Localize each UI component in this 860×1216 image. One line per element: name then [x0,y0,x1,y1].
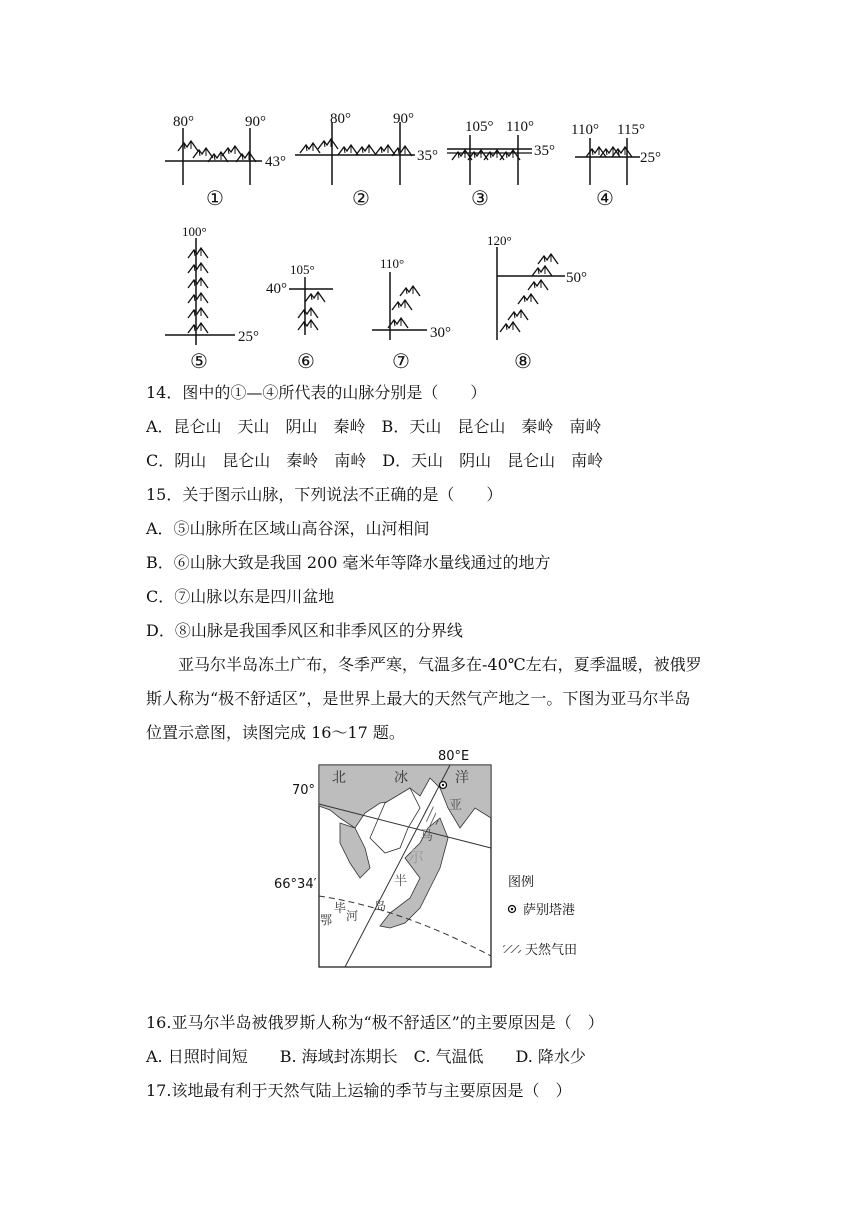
ocean-char-3: 洋 [455,770,469,786]
legend-port-label: 萨别塔港 [523,903,576,918]
panel-4-lat: 25° [640,150,661,166]
map-lon-label: 80°E [438,749,470,764]
ocean-char-2: 冰 [394,770,408,786]
panel-8 [487,233,587,373]
map-lat-arctic: 66°34′ [274,877,317,892]
panel-6-lon: 105° [290,262,315,277]
question-16-stem: 16.亚马尔半岛被俄罗斯人称为“极不舒适区”的主要原因是（ ） [146,1013,604,1032]
panel-2-lat: 35° [417,148,438,164]
peninsula-char-4: 半 [394,874,408,889]
panel-1-number: ① [206,186,224,210]
panel-5 [165,224,259,373]
legend-gas-label: 天然气田 [525,943,578,958]
panel-2-number: ② [352,186,370,210]
panel-1-lon-b: 90° [245,114,266,130]
question-15-option-c: C．⑦山脉以东是四川盆地 [146,587,335,606]
legend-gas-icon [503,945,521,953]
panel-3-number: ③ [471,186,489,210]
question-16-options: A. 日照时间短 B. 海域封冻期长 C. 气温低 D. 降水少 [146,1047,586,1066]
river-char-2: 毕 [334,901,347,915]
panel-3-lon-a: 105° [465,119,494,135]
ocean-char-1: 北 [332,770,346,786]
river-char-3: 河 [346,909,359,923]
panel-4-lon-b: 115° [617,122,645,138]
panel-6-number: ⑥ [297,349,315,373]
panel-7 [372,256,451,373]
question-17-stem: 17.该地最有利于天然气陆上运输的季节与主要原因是（ ） [146,1081,572,1100]
panel-5-lon: 100° [182,224,207,239]
panel-5-lat: 25° [238,329,259,345]
passage-line-2: 斯人称为“极不舒适区”，是世界上最大的天然气产地之一。下图为亚马尔半岛 [146,689,691,708]
question-15-option-d: D．⑧山脉是我国季风区和非季风区的分界线 [146,621,463,640]
panel-4-number: ④ [596,186,614,210]
peninsula-char-5: 岛 [374,899,387,913]
panel-3-lon-b: 110° [506,119,534,135]
panel-3-lat: 35° [534,143,555,159]
panel-1-lat: 43° [265,154,286,170]
panel-8-lat: 50° [566,270,587,286]
panel-6 [266,262,333,373]
panel-8-number: ⑧ [514,349,532,373]
question-14-options-ab: A．昆仑山 天山 阴山 秦岭 B．天山 昆仑山 秦岭 南岭 [146,417,602,436]
peninsula-char-2: 马 [420,829,434,844]
panel-7-lat: 30° [430,325,451,341]
panel-4-lon-a: 110° [571,122,599,138]
panel-7-lon: 110° [380,256,405,271]
yamal-map-svg [270,748,600,973]
panel-4 [571,122,661,210]
question-14-stem: 14．图中的①—④所代表的山脉分别是（ ） [146,383,487,402]
map-lat-70: 70° [292,783,316,798]
panel-5-number: ⑤ [190,349,208,373]
legend-title: 图例 [508,875,535,890]
peninsula-char-3: 尔 [408,847,425,866]
question-15-option-a: A．⑤山脉所在区域山高谷深，山河相间 [146,519,430,538]
panel-3 [447,119,555,210]
panel-2-lon-a: 80° [330,111,351,127]
passage-line-3: 位置示意图，读图完成 16～17 题。 [146,723,405,742]
mountain-figure-svg [0,0,860,375]
panel-8-lon: 120° [487,233,512,248]
panel-2-lon-b: 90° [393,111,414,127]
panel-6-lat: 40° [266,281,287,297]
yamal-map [270,748,600,973]
panel-7-number: ⑦ [392,349,410,373]
panel-2 [295,111,438,210]
panel-1 [165,114,286,210]
passage-line-1: 亚马尔半岛冻土广布，冬季严寒，气温多在-40℃左右，夏季温暖，被俄罗 [178,655,702,674]
river-char-1: 鄂 [320,913,333,927]
peninsula-char-1: 亚 [449,798,463,813]
question-15-option-b: B．⑥山脉大致是我国 200 毫米年等降水量线通过的地方 [146,553,551,572]
question-15-stem: 15．关于图示山脉，下列说法不正确的是（ ） [146,485,503,504]
panel-1-lon-a: 80° [173,114,194,130]
mountain-figure [0,0,860,375]
question-14-options-cd: C．阴山 昆仑山 秦岭 南岭 D．天山 阴山 昆仑山 南岭 [146,451,604,470]
